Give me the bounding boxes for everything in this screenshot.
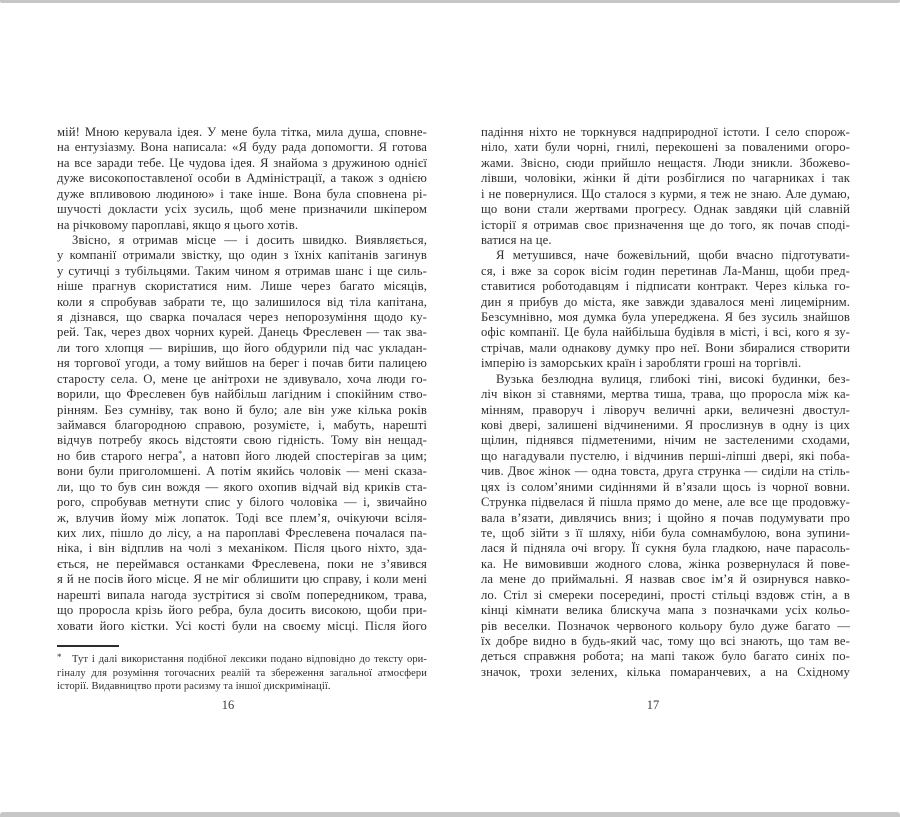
text-line: лася й підняла очі вгору. Її сукня була гладкою, наче парасоль- — [481, 541, 850, 556]
footnote — [57, 651, 427, 694]
text-line: на все заради тебе. Це чудова ідея. Я знайома з дружиною однієї — [57, 155, 427, 170]
text-line: ж, влучив йому між лопаток. Тоді все плем’я, очікуючи всіля- — [57, 510, 427, 525]
text-line: і не повернулися. Що сталося з курми, я теж не знаю. Але думаю, — [481, 186, 850, 201]
footnote-line: гіналу для розуміння тогочасних реалій та збереження загальної атмосфери — [57, 667, 427, 679]
text-line: ніше прагнув скористатися ним. Лише через багато місяців, — [57, 279, 427, 294]
text-line: дуже високопоставленої особи в Адміністрації, а також з однією — [57, 171, 427, 186]
text-line: ніло, хати були чорні, гнилі, перекошені за поваленими огоро- — [481, 140, 850, 155]
text-line: я дізнався, що сварка почалася через непорозуміння щодо ку- — [57, 310, 427, 325]
text-line: жами. Звісно, сюди прийшло нещастя. Люди зникли. Збожево- — [481, 155, 850, 170]
text-line: ли того хлопця — вирішив, що його обдурили під час укладан- — [57, 340, 427, 355]
page-16-text-column — [57, 125, 427, 634]
text-line: щілин, піднявся підметеними, нічим не застеленими сходами, — [481, 433, 850, 448]
text-line: на ентузіазму. Вона написала: «Я буду рада допомогти. Я готова — [57, 140, 427, 155]
text-line: дин я прибув до міста, яке завжди здавалося мені лицемірним. — [481, 294, 850, 309]
text-line: рінням. Без сумніву, так воно й було; але він уже кілька років — [57, 402, 427, 417]
text-line: значок, трохи зелених, кілька помаранчевих, а на Східному — [481, 664, 850, 679]
footnote-line: * Тут і далі використання подібної лексики подано відповідно до тексту ори- — [57, 652, 427, 665]
page-number-17: 17 — [646, 698, 660, 712]
text-line: відчув потребу якось відстояти свою гідність. Тому він нещад- — [57, 433, 427, 448]
text-line: ло. Стіл зі смереки посередині, прості стільці вздовж стін, а в — [481, 587, 850, 602]
text-line: кові двері, залишені відчиненими. Я прослизнув в одну із цих — [481, 418, 850, 433]
text-line: рів веселки. Позначок червоного кольору було дуже багато — — [481, 618, 850, 633]
text-line: ліч вікон зі ставнями, мертва тиша, трава, що проросла між ка- — [481, 387, 850, 402]
text-line: те, щоб зійти з її шляху, ніби була сомнамбулою, вона зупини- — [481, 525, 850, 540]
text-line: ла мене до приймальні. Я назвав своє ім’я й озирнувся навко- — [481, 572, 850, 587]
text-line: Вузька безлюдна вулиця, глибокі тіні, високі будинки, без- — [496, 371, 850, 386]
text-line: вала в’язати, дивлячись вниз; і щойно я почав подумувати про — [481, 510, 850, 525]
text-line: історії я отримав своє призначення ще до того, як почав споді- — [481, 217, 850, 232]
text-line: на річковому пароплаві, якщо я цього хотів. — [57, 217, 299, 232]
text-line: що нагадували пустелю, і відчинив перші-ліпші двері, які поба- — [481, 448, 850, 463]
text-line: ється, не переймався останками Фреслевена, поки не з’явився — [57, 556, 427, 571]
text-line: їх добре видно в будь-який час, тому що всі знають, що там ве- — [481, 633, 850, 648]
footnote-rule — [57, 645, 119, 647]
page-number-16: 16 — [221, 698, 235, 712]
text-line: ся, і вже за сорок вісім годин перетинав Ла-Манш, щоби пред- — [481, 263, 850, 278]
page-17-text-column — [481, 125, 850, 680]
text-line: вони були приголомшені. А потім якийсь чоловік — мені сказа- — [57, 464, 427, 479]
text-line: мінням, праворуч і ліворуч величні арки, величезні двостул- — [481, 402, 850, 417]
footnote-asterisk: * — [57, 652, 62, 662]
text-line: цях із солом’яними сидіннями й в’язали щось із чорної вовни. — [481, 479, 850, 494]
text-line: Я метушився, наче божевільний, щоби вчасно підготувати- — [496, 248, 850, 263]
text-line: що вони стали жертвами прогресу. Однак завдяки цій славній — [481, 202, 850, 217]
text-line: старосту села. О, мене це анітрохи не здивувало, хоча люди го- — [57, 371, 427, 386]
scan-edge-top — [0, 0, 900, 3]
footnote-reference-asterisk: * — [178, 448, 183, 458]
text-line: лівши, чоловіки, жінки й діти розбіглися по чагарниках і так — [481, 171, 850, 186]
text-line: Звісно, я отримав місце — і досить швидко. Виявляється, — [72, 232, 427, 247]
text-line: стрічав, мали однакову думку про неї. Вони збиралися створити — [481, 340, 850, 355]
text-line: рого, спробував метнути спис у білого чоловіка — і, звичайно — [57, 495, 427, 510]
scan-edge-bottom — [0, 812, 900, 817]
text-line: но бив старого негра*, а натовп його людей спостерігав за цим; — [57, 448, 427, 463]
text-line: ватися на це. — [481, 232, 552, 247]
text-line: ворили, що Фреслевен був найбільш лагідним і спокійним ство- — [57, 387, 427, 402]
text-line: деться справжня робота; на мапі також було багато синіх по- — [481, 649, 850, 664]
text-line: коли я спробував забрати те, що залишилося від тіла капітана, — [57, 294, 427, 309]
text-line: що проросла крізь його ребра, була досить високою, щоби при- — [57, 603, 427, 618]
text-line: Струнка підвелася й пішла прямо до мене, але все ще продовжу- — [481, 495, 850, 510]
text-line: ставитися роботодавцям і підписати контракт. Через кілька го- — [481, 279, 850, 294]
text-line: у сутичці з тубільцями. Таким чином я отримав шанс і ще силь- — [57, 263, 427, 278]
text-line: рей. Так, через двох чорних курей. Данець Фреслевен — так зва- — [57, 325, 427, 340]
text-line: ня торгової угоди, а тому вийшов на берег і почав бити палицею — [57, 356, 427, 371]
text-line: ких лих, пішло до лісу, а на пароплаві Фреслевена почалася па- — [57, 525, 427, 540]
text-line: ка. Не вимовивши жодного слова, жінка розвернулася й пове- — [481, 556, 850, 571]
footnote-line: історії. Видавництво проти расизму та іншої дискримінації. — [57, 681, 331, 693]
text-line: чив. Двоє жінок — одна товста, друга струнка — сиділи на стіль- — [481, 464, 850, 479]
text-line: я й не посів його місце. Я не міг облишити цю справу, і коли мені — [57, 572, 427, 587]
text-line: ніка, і він відплив на чолі з механіком. Після цього ніхто, зда- — [57, 541, 427, 556]
text-line: офіс компанії. Це була найбільша будівля в місті, і всі, кого я зу- — [481, 325, 850, 340]
text-line: мій! Мною керувала ідея. У мене була тітка, мила душа, сповне- — [57, 125, 427, 139]
text-line: займався благородною справою, розумієте, і, мабуть, нарешті — [57, 418, 427, 433]
text-line: падіння ніхто не торкнувся надприродної істоти. І село спорож- — [481, 125, 850, 139]
text-line: кінці кімнати велика блискуча мапа з позначками усіх кольо- — [481, 603, 850, 618]
text-line: ли, що то був син вождя — якого охопив відчай від криків ста- — [57, 479, 427, 494]
text-line: нарешті випала нагода зустрітися зі своїм попередником, трава, — [57, 587, 427, 602]
text-line: Безсумнівно, моя думка була упереджена. Я без зусиль знайшов — [481, 310, 850, 325]
text-line: імперію із заморських країн і заробляти гроші на торгівлі. — [481, 356, 802, 371]
text-line: дуже впливовою людиною» і таке інше. Вона була сповнена рі- — [57, 186, 427, 201]
text-line: у компанії отримали звістку, що один з їхніх капітанів загинув — [57, 248, 427, 263]
text-line: шучості докласти усіх зусиль, щоб мене призначили шкіпером — [57, 202, 427, 217]
text-line: ховати його кістки. Усі кості були на своєму місці. Після його — [57, 618, 427, 633]
